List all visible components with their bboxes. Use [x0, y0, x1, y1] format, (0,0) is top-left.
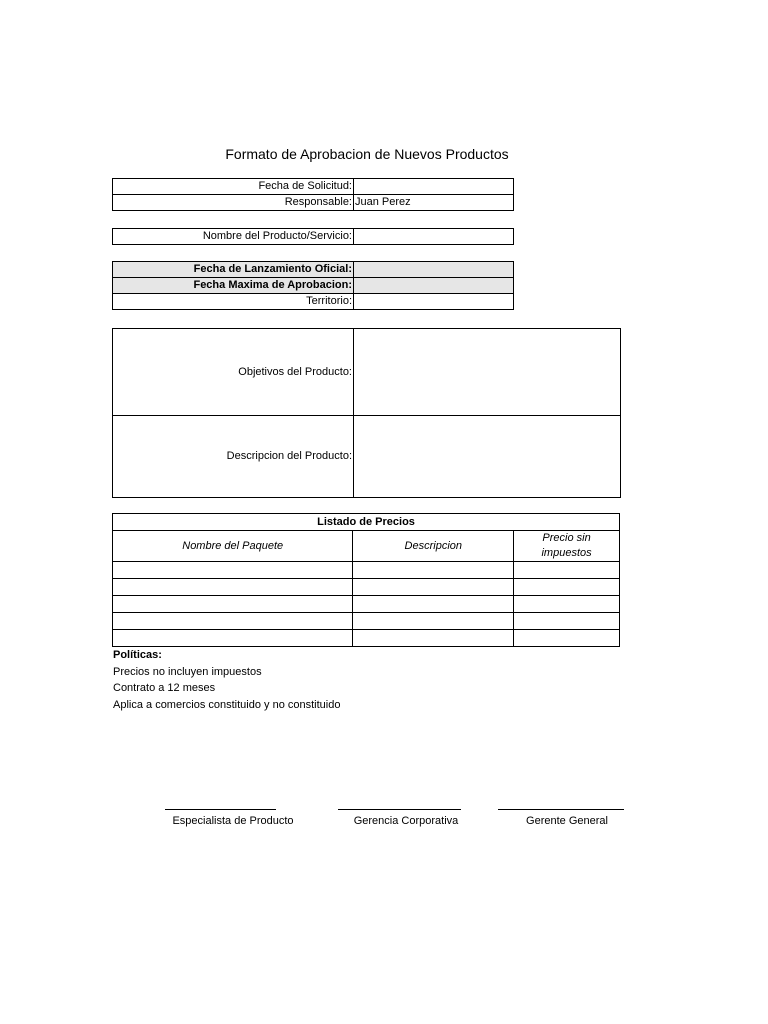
table-cell[interactable]	[514, 596, 620, 613]
table-row	[113, 630, 620, 647]
table-cell[interactable]	[514, 630, 620, 647]
policy-item: Aplica a comercios constituido y no constituido	[113, 698, 341, 711]
policy-item: Precios no incluyen impuestos	[113, 665, 262, 678]
table-cell[interactable]	[353, 579, 514, 596]
signature-line-gerente	[498, 809, 624, 810]
table-cell[interactable]	[514, 579, 620, 596]
table-cell[interactable]	[113, 562, 353, 579]
launch-table	[112, 261, 514, 310]
policies-section	[113, 647, 340, 713]
descripcion-field[interactable]	[354, 416, 621, 498]
table-cell[interactable]	[514, 562, 620, 579]
table-cell[interactable]	[353, 613, 514, 630]
territorio-label: Territorio:	[113, 294, 354, 310]
request-table	[112, 178, 514, 211]
fecha-lanzamiento-field[interactable]	[354, 262, 514, 278]
table-row	[113, 613, 620, 630]
price-list-caption: Listado de Precios	[113, 514, 620, 531]
signature-line-gerencia	[338, 809, 461, 810]
territorio-field[interactable]	[354, 294, 514, 310]
table-cell[interactable]	[353, 596, 514, 613]
col-precio: Precio sin impuestos	[514, 531, 620, 562]
details-table	[112, 328, 621, 498]
responsable-label: Responsable:	[113, 195, 354, 211]
table-cell[interactable]	[113, 596, 353, 613]
product-name-table	[112, 228, 514, 245]
objetivos-field[interactable]	[354, 329, 621, 416]
fecha-solicitud-field[interactable]	[354, 179, 514, 195]
signature-gerencia: Gerencia Corporativa	[353, 815, 459, 827]
table-row	[113, 579, 620, 596]
col-nombre-paquete: Nombre del Paquete	[113, 531, 353, 562]
table-row	[113, 562, 620, 579]
table-row	[113, 596, 620, 613]
table-cell[interactable]	[113, 579, 353, 596]
policy-item: Contrato a 12 meses	[113, 682, 216, 694]
nombre-producto-label: Nombre del Producto/Servicio:	[113, 229, 354, 245]
fecha-maxima-field[interactable]	[354, 278, 514, 294]
signature-line-especialista	[165, 809, 276, 810]
descripcion-label: Descripcion del Producto:	[113, 416, 354, 498]
table-cell[interactable]	[113, 613, 353, 630]
responsable-field[interactable]: Juan Perez	[354, 195, 514, 211]
form-title: Formato de Aprobacion de Nuevos Productos	[225, 146, 509, 162]
nombre-producto-field[interactable]	[354, 229, 514, 245]
fecha-solicitud-label: Fecha de Solicitud:	[113, 179, 354, 195]
price-list-table	[112, 513, 620, 647]
table-cell[interactable]	[113, 630, 353, 647]
col-descripcion: Descripcion	[353, 531, 514, 562]
signature-gerente: Gerente General	[526, 815, 608, 827]
signature-especialista: Especialista de Producto	[172, 815, 294, 827]
table-cell[interactable]	[353, 562, 514, 579]
policies-heading: Políticas:	[113, 649, 162, 661]
fecha-lanzamiento-label: Fecha de Lanzamiento Oficial:	[113, 262, 354, 278]
objetivos-label: Objetivos del Producto:	[113, 329, 354, 416]
fecha-maxima-label: Fecha Maxima de Aprobacion:	[113, 278, 354, 294]
table-cell[interactable]	[514, 613, 620, 630]
table-cell[interactable]	[353, 630, 514, 647]
